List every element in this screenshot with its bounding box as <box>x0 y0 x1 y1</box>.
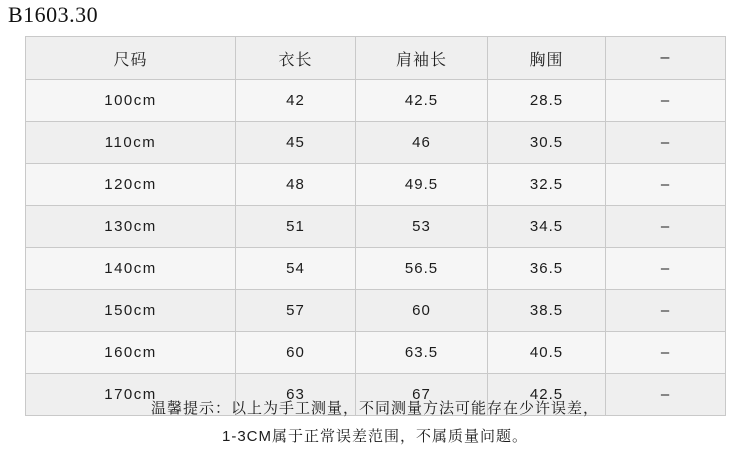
table-body <box>26 80 726 416</box>
cell-length: 63 <box>236 374 356 416</box>
cell-bust: 42.5 <box>488 374 606 416</box>
cell-size: 150cm <box>26 290 236 332</box>
cell-extra: – <box>606 290 726 332</box>
cell-sleeve: 60 <box>356 290 488 332</box>
column-header-sleeve: 肩袖长 <box>356 37 488 80</box>
cell-bust: 34.5 <box>488 206 606 248</box>
cell-sleeve: 46 <box>356 122 488 164</box>
cell-size: 100cm <box>26 80 236 122</box>
cell-extra: – <box>606 206 726 248</box>
cell-extra: – <box>606 248 726 290</box>
table-row <box>26 248 726 290</box>
column-header-extra: – <box>606 37 726 80</box>
cell-sleeve: 63.5 <box>356 332 488 374</box>
cell-length: 48 <box>236 164 356 206</box>
cell-length: 42 <box>236 80 356 122</box>
cell-bust: 28.5 <box>488 80 606 122</box>
note-line-2: 1-3CM属于正常误差范围，不属质量问题。 <box>221 428 528 445</box>
page-title: B1603.30 <box>8 2 99 27</box>
table-header <box>26 37 726 80</box>
cell-sleeve: 42.5 <box>356 80 488 122</box>
cell-length: 54 <box>236 248 356 290</box>
table-row <box>26 290 726 332</box>
column-header-bust: 胸围 <box>488 37 606 80</box>
cell-extra: – <box>606 122 726 164</box>
cell-bust: 32.5 <box>488 164 606 206</box>
cell-size: 130cm <box>26 206 236 248</box>
table-row <box>26 332 726 374</box>
cell-sleeve: 53 <box>356 206 488 248</box>
size-table-container <box>25 36 725 416</box>
cell-bust: 40.5 <box>488 332 606 374</box>
cell-extra: – <box>606 164 726 206</box>
table-row <box>26 122 726 164</box>
cell-bust: 30.5 <box>488 122 606 164</box>
cell-size: 110cm <box>26 122 236 164</box>
cell-extra: – <box>606 80 726 122</box>
measurement-notes <box>0 395 750 451</box>
cell-sleeve: 56.5 <box>356 248 488 290</box>
cell-length: 45 <box>236 122 356 164</box>
table-header-row <box>26 37 726 80</box>
cell-sleeve: 67 <box>356 374 488 416</box>
cell-bust: 36.5 <box>488 248 606 290</box>
column-header-size: 尺码 <box>26 37 236 80</box>
table-row <box>26 206 726 248</box>
table-row <box>26 164 726 206</box>
cell-size: 120cm <box>26 164 236 206</box>
size-table <box>25 36 726 416</box>
cell-extra: – <box>606 374 726 416</box>
cell-sleeve: 49.5 <box>356 164 488 206</box>
cell-size: 160cm <box>26 332 236 374</box>
column-header-length: 衣长 <box>236 37 356 80</box>
table-row <box>26 80 726 122</box>
cell-length: 51 <box>236 206 356 248</box>
cell-length: 57 <box>236 290 356 332</box>
cell-size: 140cm <box>26 248 236 290</box>
cell-length: 60 <box>236 332 356 374</box>
cell-size: 170cm <box>26 374 236 416</box>
cell-bust: 38.5 <box>488 290 606 332</box>
note-line-1: 温馨提示：以上为手工测量，不同测量方法可能存在少许误差， <box>150 400 599 417</box>
cell-extra: – <box>606 332 726 374</box>
